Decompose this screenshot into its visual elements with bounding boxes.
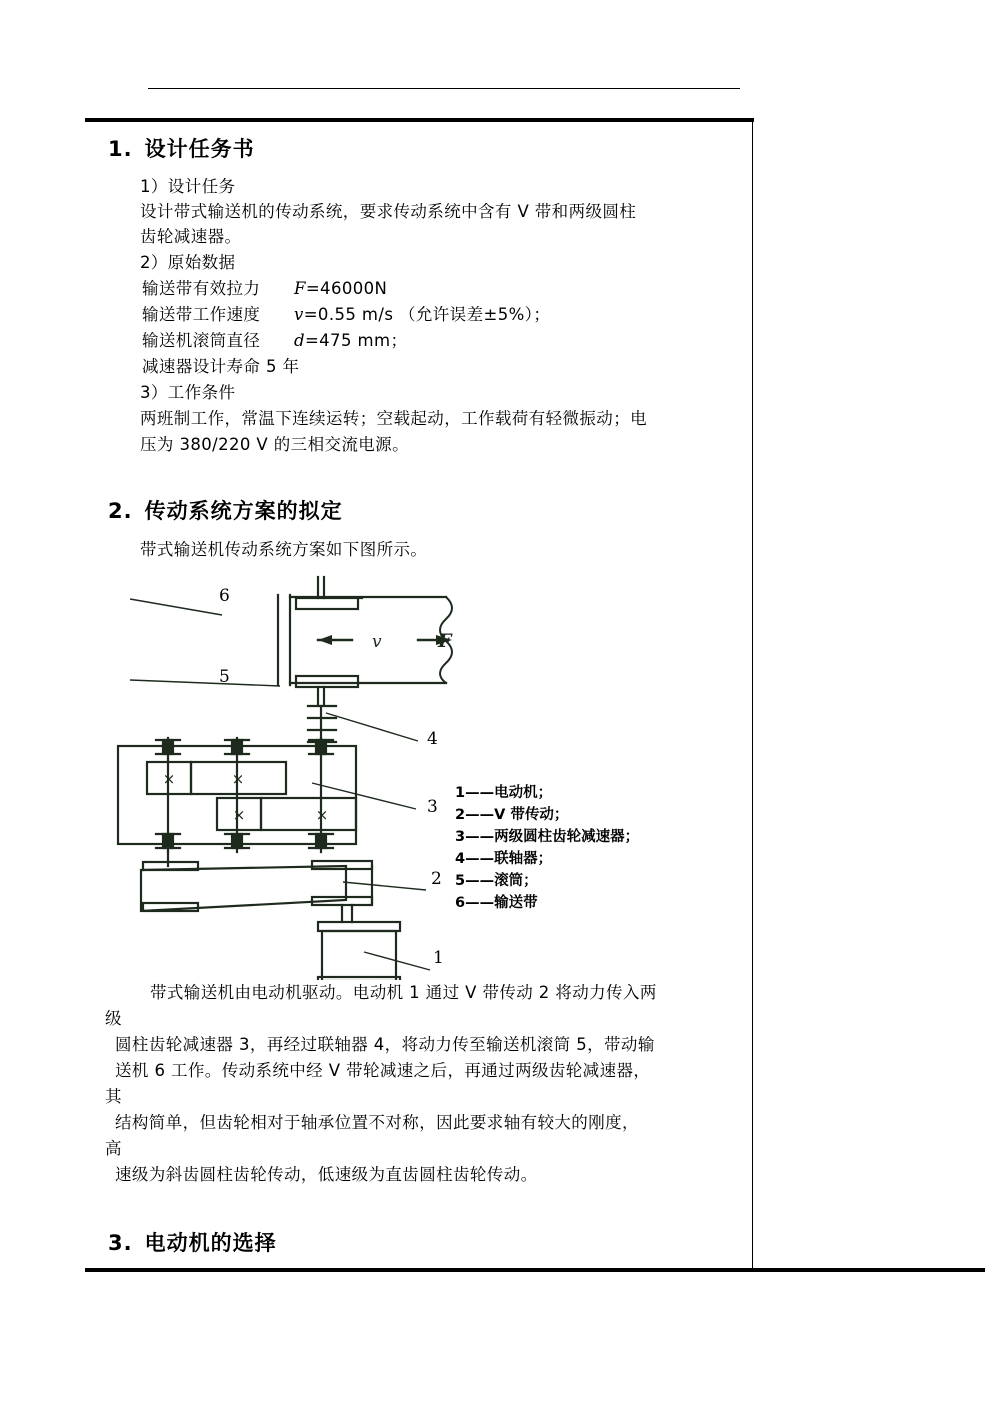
svg-text:×: × xyxy=(232,806,246,824)
data-row-force-symbol: F xyxy=(293,279,306,298)
legend-item-6: 6——输送带 xyxy=(455,895,538,911)
callout-2: 2 xyxy=(431,869,442,889)
data-row-force-label: 输送带有效拉力 xyxy=(142,279,261,298)
heading-2-number: 2. xyxy=(108,499,133,523)
svg-text:×: × xyxy=(162,770,176,788)
data-row-speed-label: 输送带工作速度 xyxy=(142,305,261,324)
data-row-force-value: =46000N xyxy=(305,279,388,298)
paragraph-line-3: 圆柱齿轮减速器 3，再经过联轴器 4，将动力传至输送机滚筒 5，带动输 xyxy=(115,1035,655,1054)
data-row-diameter xyxy=(142,332,407,350)
paragraph-line-5: 其 xyxy=(105,1087,122,1106)
content-frame-bottom-rule xyxy=(85,1268,985,1272)
heading-3-number: 3. xyxy=(108,1231,133,1255)
data-row-speed-value: =0.55 m/s （允许误差±5%）； xyxy=(303,305,551,324)
data-row-speed xyxy=(142,306,550,324)
paragraph-line-4: 送机 6 工作。传动系统中经 V 带轮减速之后，再通过两级齿轮减速器， xyxy=(115,1061,651,1080)
heading-section-2 xyxy=(108,495,343,525)
paragraph-line-8: 速级为斜齿圆柱齿轮传动，低速级为直齿圆柱齿轮传动。 xyxy=(115,1165,538,1184)
legend-item-5: 5——滚筒； xyxy=(455,873,538,889)
paragraph-line-1: 带式输送机由电动机驱动。电动机 1 通过 V 带传动 2 将动力传入两 xyxy=(150,983,657,1002)
callout-1: 1 xyxy=(433,948,444,968)
callout-6: 6 xyxy=(219,586,230,606)
callout-5: 5 xyxy=(219,667,230,687)
data-row-diameter-label: 输送机滚筒直径 xyxy=(142,331,261,350)
svg-text:×: × xyxy=(315,806,329,824)
content-frame-top-rule xyxy=(85,118,754,122)
paragraph-line-7: 高 xyxy=(105,1139,122,1158)
callout-3: 3 xyxy=(427,797,438,817)
legend-item-1: 1——电动机； xyxy=(455,785,553,801)
transmission-system-diagram xyxy=(100,570,460,980)
heading-3-title: 电动机的选择 xyxy=(144,1231,277,1255)
text-work-condition-label: 3）工作条件 xyxy=(140,383,236,402)
text-scheme-intro: 带式输送机传动系统方案如下图所示。 xyxy=(140,540,428,559)
diagram-legend xyxy=(455,782,639,914)
heading-1-number: 1. xyxy=(108,137,133,161)
text-work-condition-line-2: 压为 380/220 V 的三相交流电源。 xyxy=(140,435,409,454)
data-row-diameter-value: =475 mm； xyxy=(304,331,408,350)
content-frame-right-rule xyxy=(752,118,753,1268)
legend-item-4: 4——联轴器； xyxy=(455,851,553,867)
callout-4: 4 xyxy=(427,729,438,749)
legend-item-3: 3——两级圆柱齿轮减速器； xyxy=(455,829,640,845)
data-row-force xyxy=(142,280,387,298)
text-work-condition-line-1: 两班制工作，常温下连续运转；空载起动，工作载荷有轻微振动；电 xyxy=(140,409,647,428)
text-design-task-line-1: 设计带式输送机的传动系统，要求传动系统中含有 V 带和两级圆柱 xyxy=(140,202,637,221)
text-raw-data-label: 2）原始数据 xyxy=(140,253,236,272)
header-rule xyxy=(148,88,740,89)
belt-force-symbol: F xyxy=(438,630,452,652)
data-row-diameter-symbol: d xyxy=(293,331,305,350)
data-row-speed-symbol: v xyxy=(293,305,304,324)
paragraph-line-2: 级 xyxy=(105,1009,122,1028)
text-design-task-line-2: 齿轮减速器。 xyxy=(140,227,242,246)
heading-section-1 xyxy=(108,133,255,163)
svg-text:×: × xyxy=(231,770,245,788)
belt-velocity-symbol: v xyxy=(372,632,382,652)
heading-1-title: 设计任务书 xyxy=(144,137,255,161)
heading-2-title: 传动系统方案的拟定 xyxy=(144,499,343,523)
data-row-lifetime: 减速器设计寿命 5 年 xyxy=(142,357,300,376)
legend-item-2: 2——V 带传动； xyxy=(455,807,569,823)
text-design-task-label: 1）设计任务 xyxy=(140,177,236,196)
heading-section-3 xyxy=(108,1227,277,1257)
paragraph-line-6: 结构简单，但齿轮相对于轴承位置不对称，因此要求轴有较大的刚度， xyxy=(115,1113,639,1132)
